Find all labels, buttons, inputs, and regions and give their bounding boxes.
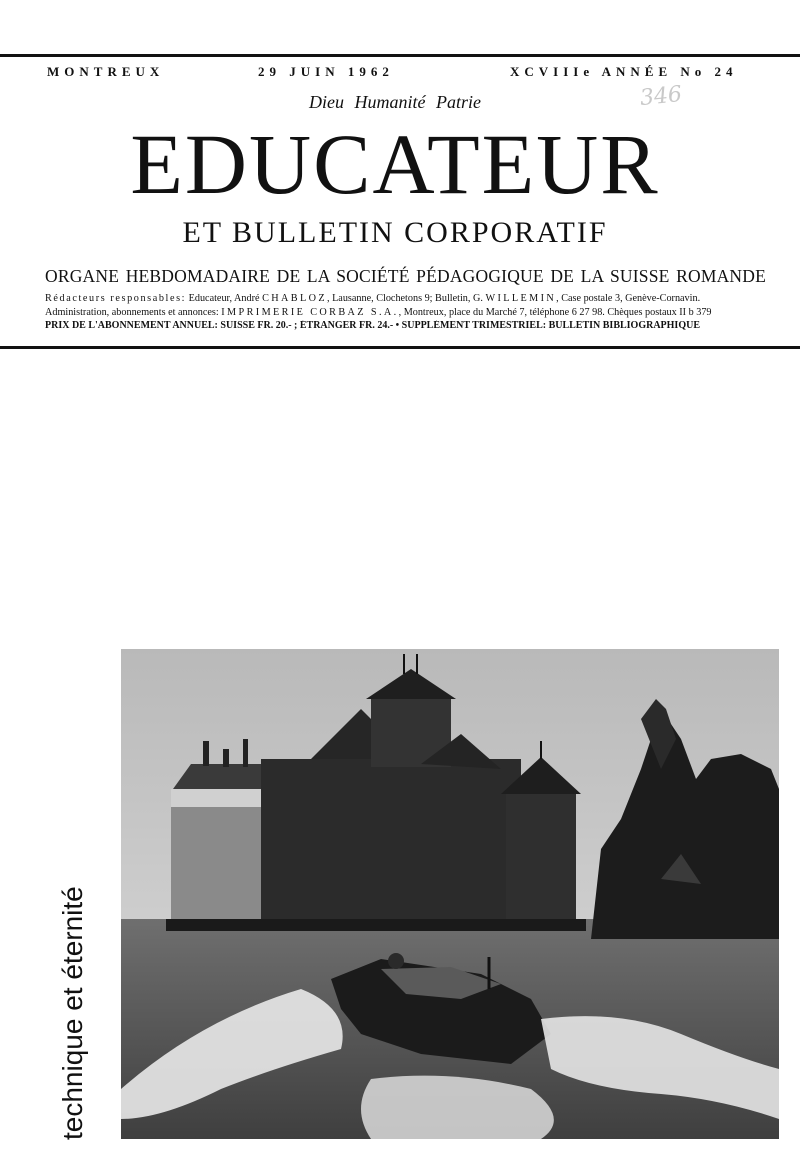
administration-line <box>45 307 750 318</box>
bottom-rule <box>0 346 800 349</box>
editors-text: , Case postale 3, Genève-Cornavin. <box>556 293 701 304</box>
printer-name: IMPRIMERIE CORBAZ S.A. <box>221 307 399 318</box>
subscription-price-line: PRIX DE L'ABONNEMENT ANNUEL: SUISSE FR. 20.- ; ÉTRANGER FR. 24.- • SUPPLÉMENT TRIMESTRIEL: BULLETIN BIBLIOGRAPHIQUE <box>45 320 700 331</box>
motto: Dieu Humanité Patrie <box>309 92 481 112</box>
masthead-title: EDUCATEUR <box>130 116 660 212</box>
issue-date: 29 JUIN 1962 <box>258 64 394 79</box>
castle-boat-illustration <box>121 649 779 1139</box>
organe-line: ORGANE HEBDOMADAIRE DE LA SOCIÉTÉ PÉDAGOGIQUE DE LA SUISSE ROMANDE <box>45 266 766 286</box>
issue-number: XCVIIIe ANNÉE No 24 <box>510 64 738 79</box>
administration-text: Administration, abonnements et annonces: <box>45 307 222 318</box>
administration-text: , Montreux, place du Marché 7, téléphone 6 27 98. Chèques postaux II b 379 <box>398 307 712 318</box>
city-label: MONTREUX <box>47 64 165 79</box>
editor-name-willemin: WILLEMIN <box>485 293 557 304</box>
cover-caption: technique et éternité <box>57 886 88 1140</box>
cover-photo <box>121 649 779 1139</box>
masthead-subtitle: ET BULLETIN CORPORATIF <box>182 216 608 249</box>
editors-label: Rédacteurs responsables: <box>45 293 187 304</box>
editors-text: Educateur, André <box>186 293 263 304</box>
editors-line <box>45 293 750 304</box>
top-rule <box>0 54 800 57</box>
editors-text: , Lausanne, Clochetons 9; Bulletin, G. <box>326 293 486 304</box>
handwritten-note: 346 <box>638 81 684 112</box>
editor-name-chabloz: CHABLOZ <box>262 293 327 304</box>
